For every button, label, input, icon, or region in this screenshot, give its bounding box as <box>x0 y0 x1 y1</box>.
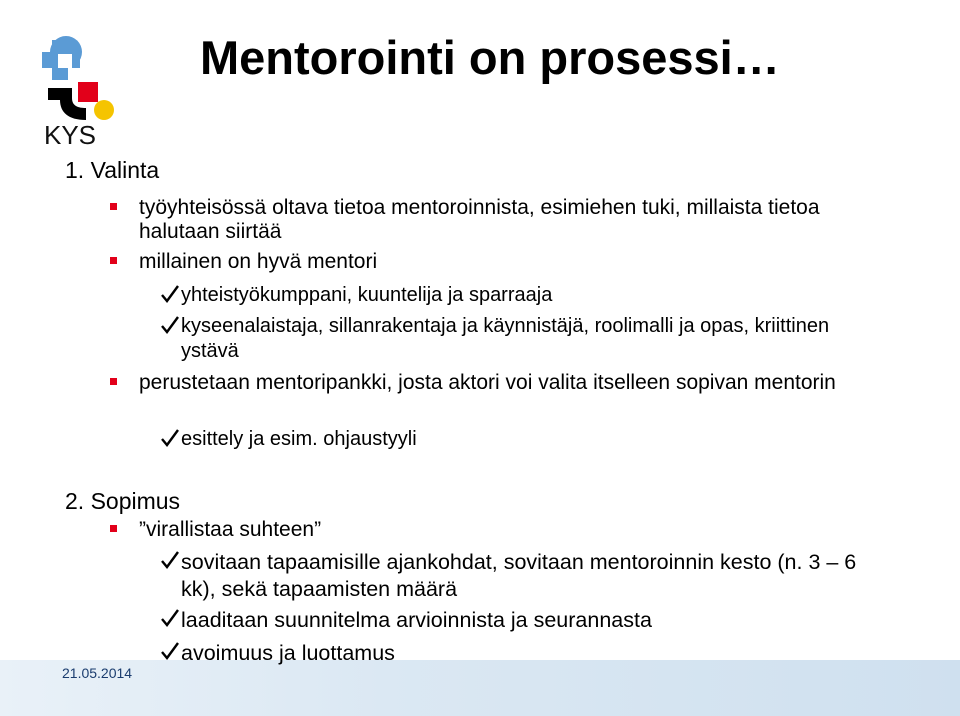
square-bullet-icon <box>110 257 117 264</box>
check-text: yhteistyökumppani, kuuntelija ja sparraaja <box>181 284 553 306</box>
square-bullet-icon <box>110 525 117 532</box>
bullet-text: ”virallistaa suhteen” <box>139 518 322 541</box>
checkmark-icon <box>160 640 180 662</box>
check-item <box>160 607 860 635</box>
bullet-item <box>110 371 850 421</box>
check-item <box>160 640 860 668</box>
check-item <box>160 427 860 453</box>
logo-text: KYS <box>44 120 97 150</box>
square-bullet-icon <box>110 378 117 385</box>
check-text: kyseenalaistaja, sillanrakentaja ja käynnistäjä, roolimalli ja opas, kriittinen ystävä <box>181 315 830 362</box>
bullet-item <box>110 196 850 246</box>
bullet-text: työyhteisössä oltava tietoa mentoroinnista, esimiehen tuki, millaista tietoa halutaan siirtää <box>139 196 820 243</box>
check-text: laaditaan suunnitelma arvioinnista ja seurannasta <box>181 608 652 632</box>
check-item <box>160 549 860 605</box>
bullet-item <box>110 518 850 544</box>
footer-date: 21.05.2014 <box>62 665 133 681</box>
check-item <box>160 283 860 309</box>
section-heading-valinta: 1. Valinta <box>65 157 160 183</box>
footer-bar <box>0 660 960 716</box>
square-bullet-icon <box>110 203 117 210</box>
checkmark-icon <box>160 427 180 449</box>
check-text: esittely ja esim. ohjaustyyli <box>181 428 417 450</box>
kys-logo-icon <box>38 36 118 126</box>
bullet-text: perustetaan mentoripankki, josta aktori voi valita itselleen sopivan mentorin <box>139 371 836 394</box>
bullet-text: millainen on hyvä mentori <box>139 250 378 273</box>
checkmark-icon <box>160 549 180 571</box>
checkmark-icon <box>160 283 180 305</box>
slide-title: Mentorointi on prosessi… <box>200 31 780 84</box>
checkmark-icon <box>160 607 180 629</box>
section-heading-sopimus: 2. Sopimus <box>65 488 181 514</box>
check-text: avoimuus ja luottamus <box>181 641 395 665</box>
check-text: sovitaan tapaamisille ajankohdat, sovitaan mentoroinnin kesto (n. 3 – 6 kk), sekä tapaamisten määrä <box>181 550 857 601</box>
check-item <box>160 314 860 366</box>
checkmark-icon <box>160 314 180 336</box>
bullet-item <box>110 250 850 276</box>
